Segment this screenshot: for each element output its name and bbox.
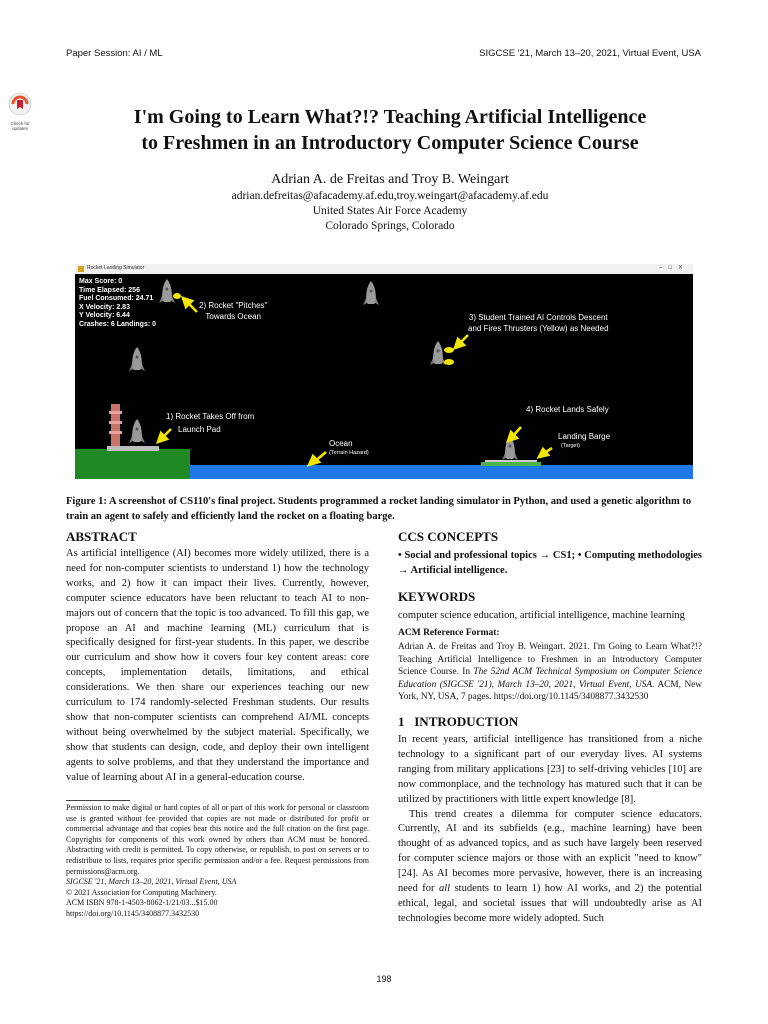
landing-barge <box>481 462 541 466</box>
annotation-1-line2: Launch Pad <box>178 424 221 434</box>
rocket-rising <box>129 347 145 371</box>
reference-text <box>398 641 702 704</box>
app-icon <box>78 266 84 272</box>
stat-fuel: Fuel Consumed: 24.71 <box>79 295 154 303</box>
launch-pad <box>107 446 159 451</box>
permission-copyright: © 2021 Association for Computing Machinery. <box>66 887 217 897</box>
check-updates-icon <box>8 92 32 116</box>
thruster-flame-1 <box>173 293 181 299</box>
abstract-text: As artificial intelligence (AI) becomes more widely utilized, there is a need for non-computer scientists to understand 1) how the technology works, and 2) how it can impact their lives. Currently, however, computer science educators have been reluctant to teach AI to non-majors out of concern that the topic is too advanced. To fill this gap, we propose an AI and machine learning (ML) curriculum that is specifically designed for first-year students. In this paper, we describe our curriculum and show how it covers four key content areas: core concepts, implementation details, limitations, and ethical considerations. We then share our experiences teaching our new curriculum to 174 randomly-selected Freshman students. Our results show that non-computer scientists can comprehend AI/ML concepts without being overwhelmed by the subject material. Specifically, we show that students can design, code, and deploy their own intelligent agents to solve problems, and that they understand the importance and value of learning about AI in a general-education course. <box>66 548 369 783</box>
author-names: Adrian A. de Freitas and Troy B. Weingart <box>271 172 509 187</box>
annotation-2-line1: 2) Rocket "Pitches" <box>199 301 268 310</box>
land <box>75 449 190 479</box>
keywords-heading: KEYWORDS <box>398 589 476 604</box>
title-line1: I'm Going to Learn What?!? Teaching Artificial Intelligence <box>133 106 647 128</box>
title-line2: to Freshmen in an Introductory Computer Science Course <box>141 132 639 154</box>
intro-paragraph-1: In recent years, artificial intelligence has transitioned from a niche technology to a significant part of our everyday lives. AI systems ranging from military applications [23] to self-driving vehicles [10] are now commonplace, and the technology has matured such that it can be utilized by practitioners with little expert knowledge [8]. <box>398 734 702 805</box>
rocket-top-left <box>159 279 175 303</box>
paper-title <box>60 104 720 156</box>
scene-graphics <box>75 274 693 479</box>
reference-text-a: Adrian A. de Freitas and Troy B. Weingart. 2021. I'm Going to Learn What?!? Teaching Artificial Intelligence to Freshmen in an Introductory Computer Science Course. In <box>398 642 702 677</box>
barge-label: Landing Barge <box>558 432 611 441</box>
annotation-1 <box>166 411 254 436</box>
intro-text <box>398 733 702 927</box>
reference-heading: ACM Reference Format: <box>398 628 500 638</box>
figure-caption: Figure 1: A screenshot of CS110's final project. Students programmed a rocket landing simulator in Python, and used a genetic algorithm to train an agent to safely and efficiently land the rocket on a floating barge. <box>66 496 692 522</box>
intro-p2-emphasis: all <box>439 883 451 895</box>
check-for-updates-badge[interactable] <box>5 92 35 131</box>
stat-x-velocity: X Velocity: 2.83 <box>79 303 130 311</box>
keywords-text: computer science education, artificial intelligence, machine learning <box>398 610 685 621</box>
rocket-descending <box>430 341 446 365</box>
intro-p2-a: This trend creates a dilemma for computer science educators. Currently, AI and its subfields (e.g., machine learning) have been thought of as advanced topics, and as such have largely been reserved for computer science majors or those with an explicit "need to know" [24]. As AI becomes more pervasive, however, there is an increasing need for <box>398 808 702 895</box>
reference-text-venue: The 52nd ACM Technical Symposium on Computer Science Education (SIGCSE '21), March 13–20, 2021, Virtual Event, USA. <box>398 667 702 690</box>
ocean-hazard-label: (Terrain Hazard) <box>329 450 369 456</box>
intro-paragraph-2 <box>398 808 702 927</box>
window-controls[interactable]: –□✕ <box>659 265 689 271</box>
stat-time: Time Elapsed: 256 <box>79 286 140 294</box>
permission-venue: SIGCSE '21, March 13–20, 2021, Virtual Event, USA <box>66 877 237 887</box>
permission-isbn: ACM ISBN 978-1-4503-8062-1/21/03...$15.00 <box>66 898 218 908</box>
ocean-label: Ocean <box>329 439 353 448</box>
intro-p2-b: students to learn 1) how AI works, and 2) the potential ethical, legal, and societal issues that will undoubtedly arise as AI technologies become more widely adopted. Such <box>398 883 702 924</box>
annotation-3-line1: 3) Student Trained AI Controls Descent <box>468 313 608 322</box>
permission-doi[interactable]: https://doi.org/10.1145/3408877.3432530 <box>66 908 200 918</box>
intro-heading: 1 INTRODUCTION <box>398 714 519 729</box>
window-title: Rocket Landing Simulator <box>87 265 145 271</box>
running-header-left: Paper Session: AI / ML <box>66 48 163 59</box>
window-titlebar <box>75 264 693 274</box>
annotation-2 <box>199 300 267 322</box>
thruster-flame-2 <box>444 347 454 353</box>
rocket-on-pad <box>129 419 145 443</box>
barge-target-label: (Target) <box>561 443 580 449</box>
abstract-heading: ABSTRACT <box>66 529 137 544</box>
stat-max-score: Max Score: 0 <box>79 278 123 285</box>
ocean <box>190 465 693 479</box>
annotation-3 <box>468 312 609 334</box>
rocket-top-right <box>363 281 379 305</box>
ccs-heading: CCS CONCEPTS <box>398 529 499 544</box>
stat-y-velocity: Y Velocity: 6.44 <box>79 312 130 320</box>
permission-text: Permission to make digital or hard copies of all or part of this work for personal or classroom use is granted without fee provided that copies are not made or distributed for profit or commercial advantage and that copies bear this notice and the full citation on the first page. Copyrights for components of this work owned by others than ACM must be honored. Abstracting with credit is permitted. To copy otherwise, or republish, to post on servers or to redistribute to lists, requires prior specific permission and/or a fee. Request permissions from permissions@acm.org. <box>66 803 369 876</box>
annotation-2-line2: Towards Ocean <box>205 312 261 321</box>
badge-line2: updates <box>11 126 28 131</box>
page-number: 198 <box>376 974 392 984</box>
thruster-flame-3 <box>444 359 454 365</box>
barge-deck <box>485 460 537 462</box>
launch-tower <box>109 404 122 446</box>
annotation-3-line2: and Fires Thrusters (Yellow) as Needed <box>468 324 609 333</box>
running-header-right: SIGCSE '21, March 13–20, 2021, Virtual Event, USA <box>479 48 701 59</box>
permission-notice <box>66 803 369 920</box>
figure-rocket-simulator <box>75 264 693 479</box>
author-email: adrian.defreitas@afacademy.af.edu,troy.weingart@afacademy.af.edu <box>231 190 549 202</box>
stat-crashes-landings: Crashes: 6 Landings: 0 <box>79 320 157 328</box>
ccs-text: • Social and professional topics → CS1; • Computing methodologies → Artificial intelligence. <box>398 550 702 576</box>
reference-text-b: ACM, New York, NY, USA, 7 pages. https://doi.org/10.1145/3408877.3432530 <box>398 679 703 702</box>
badge-line1: Check for <box>10 121 30 126</box>
author-org: United States Air Force Academy <box>312 205 468 217</box>
author-location: Colorado Springs, Colorado <box>325 220 455 232</box>
annotation-1-line1: 1) Rocket Takes Off from <box>166 412 255 421</box>
annotation-4: 4) Rocket Lands Safely <box>526 405 609 414</box>
footnote-rule <box>66 800 130 801</box>
